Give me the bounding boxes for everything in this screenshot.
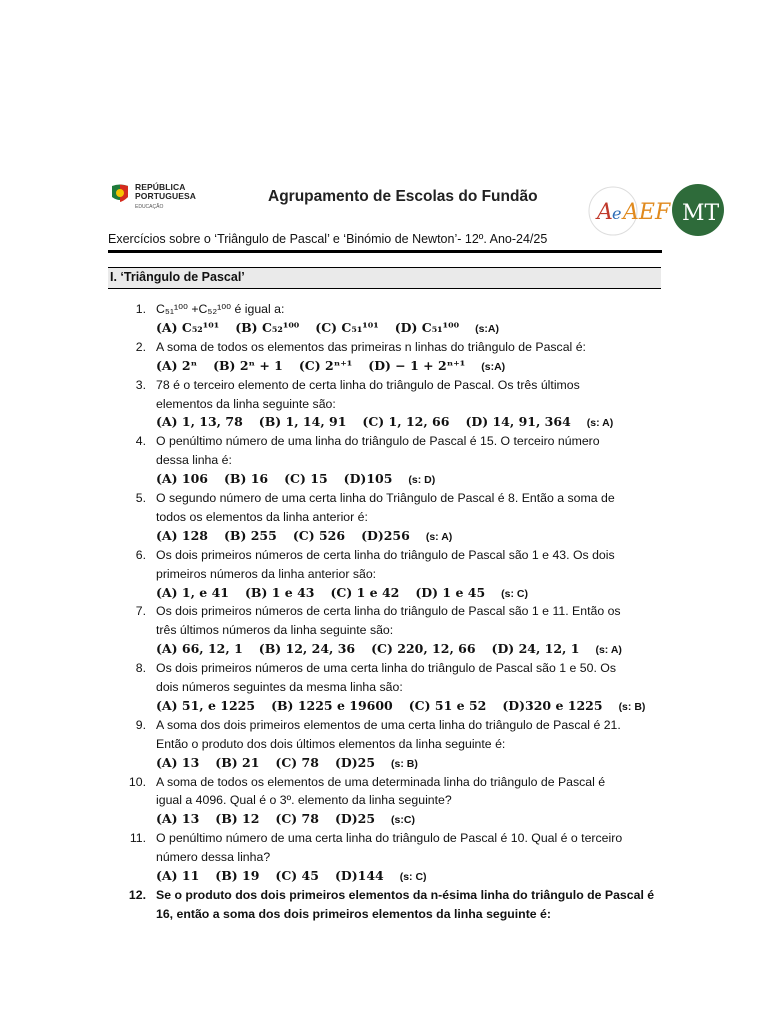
question-text: dois números seguintes da mesma linha são: — [156, 680, 403, 694]
svg-text:A: A — [597, 200, 613, 225]
answer-option: (A) 106 — [156, 471, 208, 487]
answer-option: (C) 15 — [284, 471, 328, 487]
solution-note: (s:A) — [475, 322, 499, 335]
question-text: elementos da linha seguinte são: — [156, 396, 336, 411]
answer-option: (C) 45 — [275, 868, 319, 883]
answer-options — [156, 755, 418, 772]
answer-options — [156, 528, 452, 545]
question-text: A soma de todos os elementos de uma determinada linha do triângulo de Pascal é — [156, 774, 606, 789]
solution-note: (s: A) — [425, 530, 453, 543]
question-number: 1. — [135, 302, 146, 316]
question-text: todos os elementos da linha anterior é: — [156, 509, 368, 524]
question-number: 6. — [135, 547, 146, 562]
question-text: 78 é o terceiro elemento de certa linha do triângulo de Pascal. Os três últimos — [156, 377, 580, 392]
solution-note: (s: C) — [501, 587, 528, 600]
question-text: Os dois primeiros números de certa linha do triângulo de Pascal são 1 e 11. Então os — [156, 604, 621, 619]
question-text: A soma de todos os elementos das primeiras n linhas do triângulo de Pascal é: — [156, 339, 586, 354]
question-text: primeiros números da linha anterior são: — [156, 566, 377, 581]
answer-option: (A) 51, e 1225 — [156, 697, 256, 713]
question-text: Se o produto dos dois primeiros elementos da n-ésima linha do triângulo de Pascal é — [156, 887, 655, 902]
answer-options — [156, 811, 415, 828]
question-number: 7. — [135, 604, 146, 619]
question-text: O segundo número de uma certa linha do Triângulo de Pascal é 8. Então a soma de — [156, 491, 615, 505]
answer-options — [156, 471, 435, 488]
mt-logo — [668, 180, 728, 236]
question-text: dessa linha é: — [156, 453, 232, 468]
question-text: Então o produto dos dois últimos elementos da linha seguinte é: — [156, 736, 506, 751]
logo-text-line3: EDUCAÇÃO — [135, 204, 164, 210]
solution-note: (s: A) — [595, 644, 622, 657]
answer-option: (D) 24, 12, 1 — [491, 641, 580, 657]
answer-option: (B) 1, 14, 91 — [258, 414, 347, 430]
question-number: 11. — [129, 831, 146, 846]
answer-option: (B) 21 — [215, 754, 260, 770]
question-text: O penúltimo número de uma linha do triângulo de Pascal é 15. O terceiro número — [156, 434, 600, 449]
question-text: número dessa linha? — [156, 850, 271, 865]
question-number: 12. — [128, 887, 146, 902]
answer-option: (D)25 — [334, 811, 376, 827]
answer-options — [156, 358, 505, 375]
answer-option: (C) 526 — [292, 527, 346, 543]
republica-portuguesa-logo — [110, 181, 210, 211]
header-divider — [108, 250, 662, 253]
answer-option: (A) 11 — [156, 868, 200, 883]
logo-text-line1: REPÚBLICA — [135, 182, 186, 192]
section-heading — [108, 267, 661, 289]
answer-option: (A) 128 — [156, 527, 208, 543]
answer-option: (C) 1 e 42 — [330, 584, 400, 600]
answer-option: (D)144 — [334, 868, 384, 883]
answer-options — [156, 414, 613, 431]
solution-note: (s: B) — [391, 757, 418, 770]
question-text: C₅₁¹⁰⁰ +C₅₂¹⁰⁰ é igual a: — [156, 302, 285, 316]
solution-note: (s:A) — [481, 360, 506, 373]
question-text: igual a 4096. Qual é o 3º. elemento da linha seguinte? — [156, 793, 452, 808]
answer-options — [156, 641, 622, 658]
answer-option: (C) 2ⁿ⁺¹ — [298, 357, 353, 373]
svg-text:MT: MT — [682, 201, 720, 226]
question-text: três últimos números da linha seguinte são: — [156, 623, 394, 638]
page-title: Agrupamento de Escolas do Fundão — [268, 188, 538, 205]
answer-option: (A) 2ⁿ — [156, 357, 198, 373]
answer-option: (C) C₅₁¹⁰¹ — [315, 319, 379, 335]
answer-options — [156, 698, 645, 715]
answer-option: (A) 1, 13, 78 — [156, 414, 243, 430]
question-number: 8. — [135, 661, 146, 676]
answer-option: (B) 12, 24, 36 — [258, 641, 356, 657]
section-title: I. ‘Triângulo de Pascal’ — [110, 270, 245, 284]
document-subtitle: Exercícios sobre o ‘Triângulo de Pascal’ e ‘Binómio de Newton’- 12º. Ano-24/25 — [108, 232, 548, 246]
question-text: 16, então a soma dos dois primeiros elementos da linha seguinte é: — [156, 906, 551, 921]
answer-option: (C) 220, 12, 66 — [371, 641, 476, 657]
aef-logo — [583, 183, 671, 239]
question-text: A soma dos dois primeiros elementos de uma certa linha do triângulo de Pascal é 21. — [156, 717, 621, 732]
answer-option: (B) 1 e 43 — [244, 584, 315, 600]
answer-option: (B) 19 — [215, 868, 260, 883]
answer-option: (A) 1, e 41 — [156, 584, 229, 600]
answer-option: (B) 2ⁿ + 1 — [213, 357, 283, 373]
answer-option: (C) 51 e 52 — [408, 697, 487, 713]
question-number: 3. — [135, 377, 146, 392]
answer-option: (A) 66, 12, 1 — [156, 641, 243, 657]
portugal-flag-icon — [110, 183, 130, 205]
solution-note: (s: D) — [408, 474, 436, 487]
answer-option: (A) 13 — [156, 754, 200, 770]
answer-option: (A) C₅₂¹⁰¹ — [156, 319, 220, 335]
answer-option: (C) 1, 12, 66 — [362, 414, 450, 430]
solution-note: (s: C) — [399, 871, 427, 883]
svg-text:AEF: AEF — [623, 200, 671, 225]
question-number: 2. — [135, 339, 146, 354]
answer-option: (B) 1225 e 19600 — [271, 697, 393, 713]
logo-text-line2: PORTUGUESA — [135, 191, 196, 201]
answer-option: (D)25 — [334, 754, 376, 770]
answer-option: (B) 16 — [223, 471, 269, 487]
solution-note: (s: A) — [586, 417, 614, 430]
answer-option: (D) − 1 + 2ⁿ⁺¹ — [368, 357, 466, 373]
answer-options — [156, 868, 427, 885]
answer-options — [156, 320, 499, 337]
answer-option: (A) 13 — [156, 811, 200, 827]
answer-options — [156, 585, 528, 602]
question-text: Os dois primeiros números de certa linha do triângulo de Pascal são 1 e 43. Os dois — [156, 547, 615, 562]
question-number: 5. — [135, 491, 146, 505]
answer-option: (D) C₅₁¹⁰⁰ — [394, 319, 460, 335]
solution-note: (s: B) — [618, 700, 646, 713]
answer-option: (D) 1 e 45 — [415, 584, 486, 600]
question-text: Os dois primeiros números de uma certa linha do triângulo de Pascal são 1 e 50. Os — [156, 661, 617, 676]
answer-option: (D) 14, 91, 364 — [465, 414, 571, 430]
solution-note: (s:C) — [391, 814, 415, 827]
answer-option: (C) 78 — [275, 811, 319, 827]
answer-option: (C) 78 — [275, 754, 319, 770]
question-number: 9. — [135, 717, 146, 732]
question-number: 4. — [135, 434, 146, 449]
answer-option: (B) C₅₂¹⁰⁰ — [235, 319, 300, 335]
answer-option: (D)105 — [343, 471, 393, 487]
answer-option: (B) 12 — [215, 811, 260, 827]
answer-option: (D)320 e 1225 — [502, 697, 603, 713]
answer-option: (B) 255 — [223, 527, 277, 543]
svg-text:e: e — [612, 204, 622, 223]
question-text: O penúltimo número de uma certa linha do triângulo de Pascal é 10. Qual é o terceiro — [156, 831, 623, 846]
answer-option: (D)256 — [361, 527, 410, 543]
question-number: 10. — [128, 774, 146, 789]
